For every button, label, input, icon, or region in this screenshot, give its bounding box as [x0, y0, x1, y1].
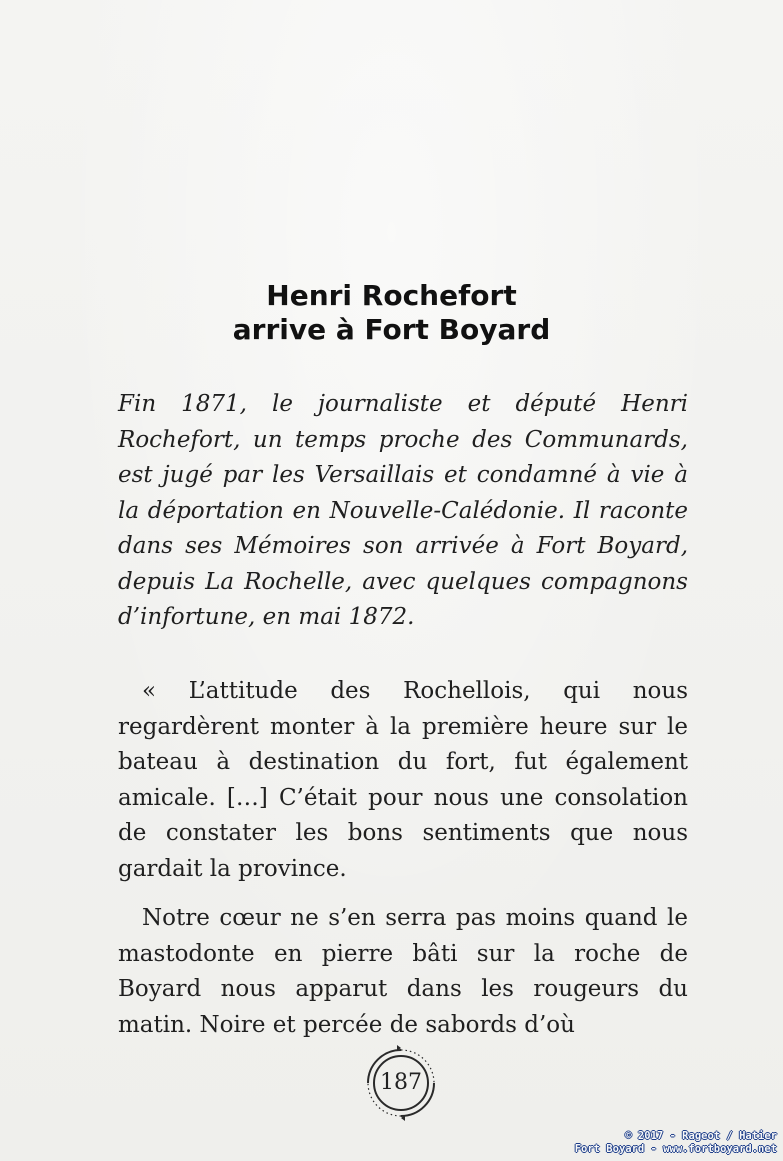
watermark-line-2: Fort Boyard - www.fortboyard.net	[574, 1143, 777, 1155]
copyright-watermark	[487, 1130, 777, 1156]
quoted-text	[118, 674, 688, 1043]
quote-paragraph-1: « L’attitude des Rochellois, qui nous regardèrent monter à la première heure sur le bateau à destination du fort, fut également amicale. […] C’était pour nous une consolation de constater les bons sentiments que nous gardait la province.	[118, 678, 688, 882]
title-line-1: Henri Rochefort	[266, 279, 517, 312]
intro-paragraph: Fin 1871, le journaliste et député Henri Rochefort, un temps proche des Communards, est jugé par les Versaillais et condamné à vie à la déportation en Nouvelle-Calédonie. Il raconte dans ses Mémoires son arrivée à Fort Boyard, depuis La Rochelle, avec quelques compagnons d’infortune, en mai 1872.	[118, 391, 688, 630]
page-number-badge	[360, 1042, 442, 1124]
quote-paragraph-2: Notre cœur ne s’en serra pas moins quand le mastodonte en pierre bâti sur la roche de Boyard nous apparut dans les rougeurs du matin. Noire et percée de sabords d’où	[118, 905, 688, 1038]
page-title	[0, 279, 783, 347]
watermark-line-1: © 2017 - Rageot / Hatier	[625, 1130, 777, 1142]
page-number: 187	[380, 1070, 422, 1095]
title-line-2: arrive à Fort Boyard	[232, 313, 551, 346]
